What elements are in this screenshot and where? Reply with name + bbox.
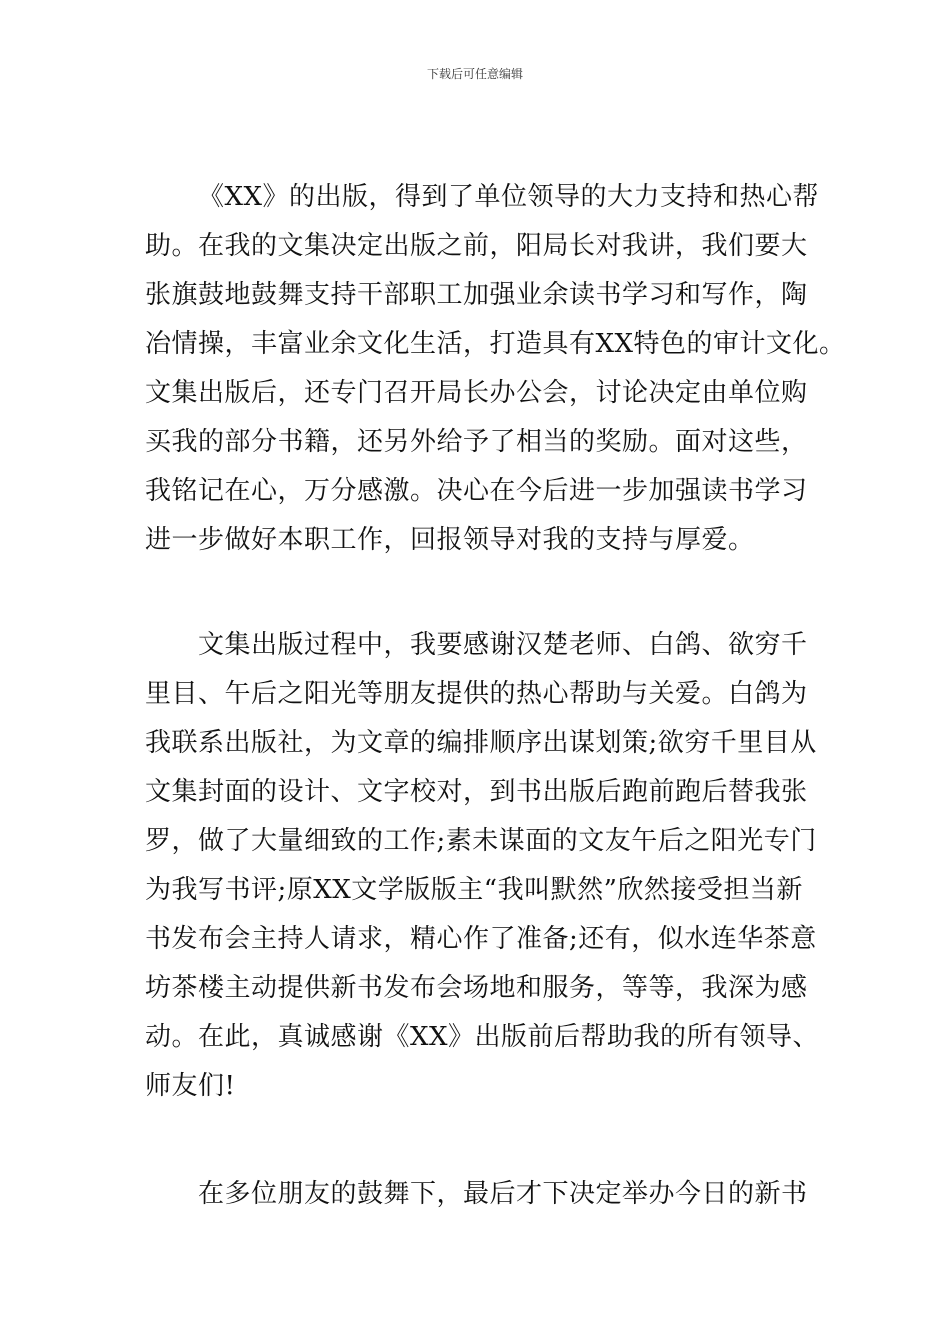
paragraph-line: 助。在我的文集决定出版之前，阳局长对我讲，我们要大 [145, 231, 808, 261]
paragraph-1 [145, 173, 846, 565]
paragraph-3 [145, 1170, 815, 1219]
paragraph-line: 买我的部分书籍，还另外给予了相当的奖励。面对这些， [145, 427, 808, 457]
paragraph-line: 里目、午后之阳光等朋友提供的热心帮助与关爱。白鸽为 [145, 679, 808, 709]
paragraph-line: 文集出版过程中，我要感谢汉楚老师、白鸽、欲穷千 [198, 630, 808, 660]
paragraph-line: 为我写书评;原XX文学版版主“我叫默然”欣然接受担当新 [145, 875, 803, 905]
paragraph-line: 书发布会主持人请求，精心作了准备;还有，似水连华茶意 [145, 924, 817, 954]
page-header: 下载后可任意编辑 [426, 67, 523, 81]
paragraph-line: 我联系出版社，为文章的编排顺序出谋划策;欲穷千里目从 [145, 728, 817, 758]
paragraph-line: 文集出版后，还专门召开局长办公会，讨论决定由单位购 [145, 378, 808, 408]
paragraph-line: 师友们! [145, 1071, 236, 1101]
paragraph-line: 文集封面的设计、文字校对，到书出版后跑前跑后替我张 [145, 777, 808, 807]
paragraph-line: 坊茶楼主动提供新书发布会场地和服务，等等，我深为感 [145, 973, 808, 1003]
paragraph-line: 张旗鼓地鼓舞支持干部职工加强业余读书学习和写作，陶 [145, 280, 808, 310]
paragraph-2 [145, 621, 820, 1111]
paragraph-line: 动。在此，真诚感谢《XX》出版前后帮助我的所有领导、 [145, 1022, 820, 1052]
paragraph-line: 进一步做好本职工作，回报领导对我的支持与厚爱。 [145, 525, 755, 555]
paragraph-line: 我铭记在心，万分感激。决心在今后进一步加强读书学习 [145, 476, 808, 506]
paragraph-line: 《XX》的出版，得到了单位领导的大力支持和热心帮 [198, 182, 820, 212]
paragraph-line: 冶情操，丰富业余文化生活，打造具有XX特色的审计文化。 [145, 329, 846, 359]
paragraph-line: 在多位朋友的鼓舞下，最后才下决定举办今日的新书 [198, 1179, 808, 1209]
paragraph-line: 罗，做了大量细致的工作;素未谋面的文友午后之阳光专门 [145, 826, 817, 856]
